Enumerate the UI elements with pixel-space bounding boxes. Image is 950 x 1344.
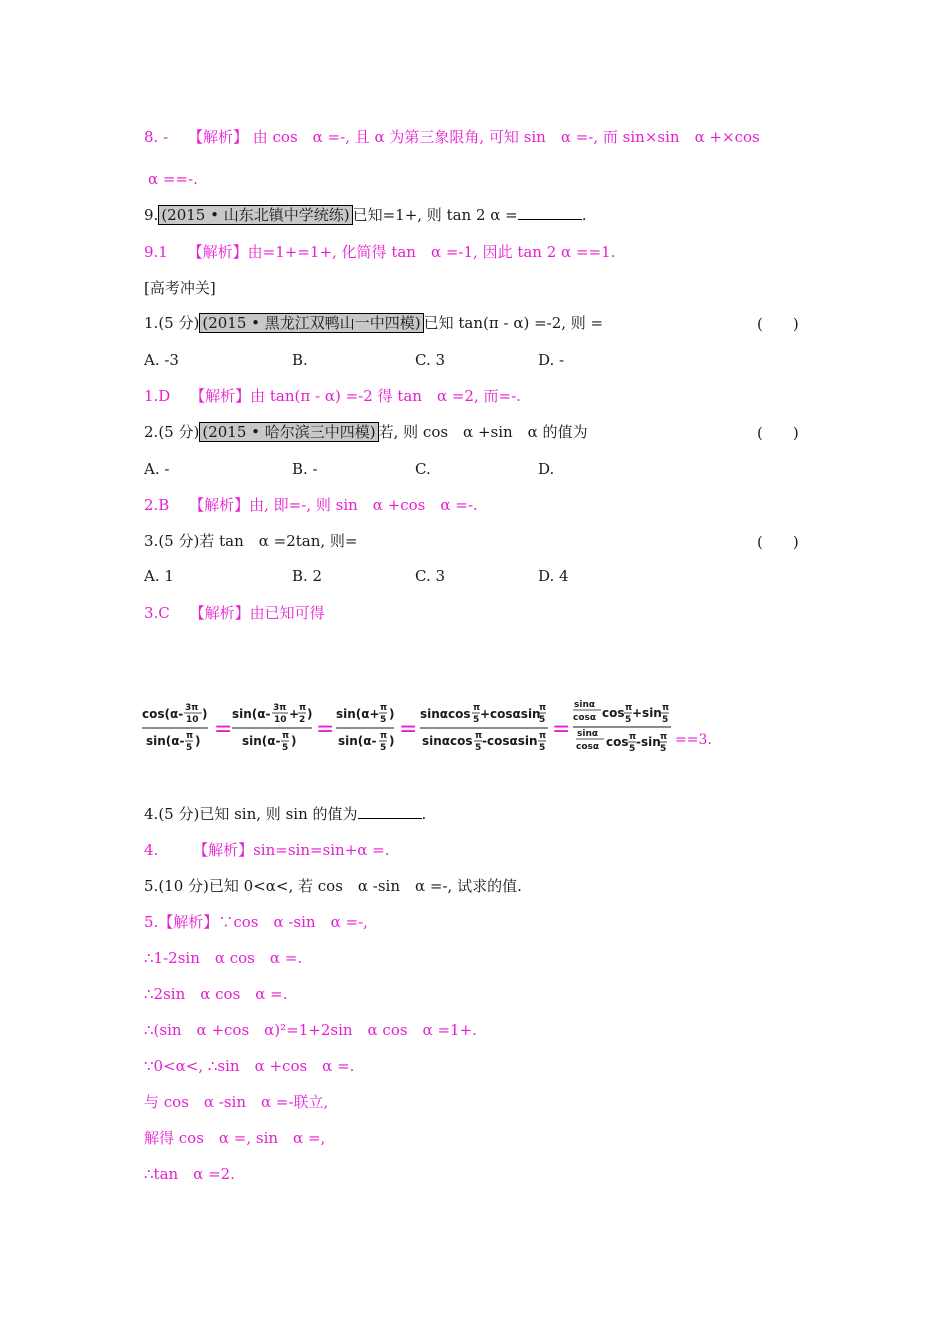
frac4-bot-5b: 5 [539,743,546,753]
h4-answer-num: 4. [144,841,159,859]
h5-answer-line-5: ∵0<α<, ∴sin α +cos α =. [144,1057,355,1075]
frac4-top-5a: 5 [473,715,480,725]
frac4-top-pi2: π [539,703,547,713]
h3-answer-tag: 【解析】 [189,604,250,622]
frac5-top-pi1: π [625,703,633,713]
fraction-2 [232,703,312,753]
q9-source: (2015 • 山东北镇中学统练) [158,205,352,225]
eq-1: = [214,717,233,742]
frac2-bot-den: 5 [282,743,289,753]
h1-paren: ( ) [757,315,799,333]
frac5-bot-c: cos [606,735,629,749]
h5-text: 已知 0<α<, 若 cos α -sin α =-, 试求的值. [208,877,522,895]
h2-answer-num: 2.B [144,496,170,514]
frac2-top-den: 10 [274,715,287,725]
h1-option-d: D. - [538,351,565,369]
q9-answer-tag: 【解析】 [187,243,248,261]
h1-option-b: B. [292,351,308,369]
h5-question [144,876,522,896]
frac5-bot-cos: cosα [576,742,600,752]
frac4-bot-pi2: π [539,731,547,741]
frac2-top-num: 3π [273,703,287,713]
frac4-top-b: +cosαsin [480,707,541,721]
h5-answer-line-8: ∴tan α =2. [144,1165,235,1183]
h3-option-a: A. 1 [144,567,174,585]
h1-num: 1. [144,314,159,332]
h5-answer-line-7: 解得 cos α =, sin α =, [144,1129,326,1147]
h2-answer-text: 由, 即=-, 则 sin α +cos α =-. [249,496,478,514]
svg-text:): ) [291,734,297,748]
frac4-top-a: sinαcos [420,707,471,721]
h3-option-b: B. 2 [292,567,323,585]
h1-score: (5 分) [158,314,200,332]
q8-answer-num: 8. [144,128,159,146]
h5-num: 5. [144,877,159,895]
frac2-pi: π [299,703,307,713]
frac2-top-text: sin(α- [232,707,271,721]
fraction-5 [573,700,671,754]
h3-score: (5 分) [158,532,200,550]
q8-answer-value: - [163,128,169,146]
h5-score: (10 分) [158,877,209,895]
frac3-bot-num: π [380,731,388,741]
formula-result: ==3. [675,732,712,748]
q8-answer-text: 由 cos α =-, 且 α 为第三象限角, 可知 sin α =-, 而 sin×sin α +×cos [252,128,760,146]
frac4-bot-pi1: π [475,731,483,741]
frac5-bot-5a: 5 [629,744,636,754]
frac1-bot-text: sin(α- [146,734,185,748]
h5-answer-line-2: ∴1-2sin α cos α =. [144,949,303,967]
frac5-top-c: cos [602,706,625,720]
h4-text: 已知 sin, 则 sin 的值为 [199,805,358,823]
frac5-top-5b: 5 [662,715,669,725]
q9-answer-num: 9.1 [144,243,168,261]
svg-text:): ) [389,734,395,748]
h3-formula [140,698,760,758]
h2-answer [144,495,478,515]
h3-paren: ( ) [757,533,799,551]
h2-option-a: A. - [144,460,170,478]
h1-source: (2015 • 黑龙江双鸭山一中四模) [199,313,423,333]
frac5-bot-sin: sinα [577,729,599,739]
frac4-bot-b: -cosαsin [482,734,538,748]
frac5-top-d: +sin [632,706,662,720]
frac1-bot-den: 5 [186,743,193,753]
frac5-bot-5b: 5 [660,744,667,754]
h2-option-b: B. - [292,460,318,478]
h1-text: 已知 tan(π - α) =-2, 则 = [423,314,604,332]
h3-answer [144,603,325,623]
q9-text: 已知=1+, 则 tan 2 α = [352,206,518,224]
h3-answer-num: 3.C [144,604,170,622]
svg-text:): ) [389,707,395,721]
h2-text: 若, 则 cos α +sin α 的值为 [378,423,588,441]
frac1-top-text: cos(α- [142,707,184,721]
frac5-bot-pi2: π [660,732,668,742]
frac1-top-den: 10 [186,715,199,725]
svg-text:): ) [195,734,201,748]
h1-answer-num: 1.D [144,387,171,405]
frac1-top-num: 3π [185,703,199,713]
frac2-bot-num: π [282,731,290,741]
h4-end: . [421,805,427,823]
eq-4: = [552,717,571,742]
h4-score: (5 分) [158,805,200,823]
h4-question [144,804,426,824]
frac5-bot-d: -sin [636,735,661,749]
h3-num: 3. [144,532,159,550]
q9-question [144,205,587,225]
h2-option-d: D. [538,460,555,478]
q9-num: 9. [144,206,159,224]
formula-svg [140,698,760,758]
section-title: [高考冲关] [144,279,216,297]
svg-text:): ) [307,707,313,721]
frac4-top-pi1: π [473,703,481,713]
frac3-top-num: π [380,703,388,713]
h3-text: 若 tan α =2tan, 则= [199,532,358,550]
h1-answer [144,386,521,406]
h5-answer-tag: 5.【解析】 [144,913,219,931]
frac4-top-5b: 5 [539,715,546,725]
frac1-bot-num: π [186,731,194,741]
h1-question [144,313,603,333]
frac5-top-pi2: π [662,703,670,713]
frac5-bot-pi1: π [629,732,637,742]
h4-answer [144,840,390,860]
frac2-bot-text: sin(α- [242,734,281,748]
frac4-bot-5a: 5 [475,743,482,753]
h2-answer-tag: 【解析】 [189,496,250,514]
frac5-top-sin: sinα [574,700,596,710]
h5-answer-line-6: 与 cos α -sin α =-联立, [144,1093,329,1111]
h2-score: (5 分) [158,423,200,441]
h3-option-c: C. 3 [415,567,446,585]
fraction-1 [142,703,208,753]
h2-question [144,422,588,442]
h1-answer-text: 由 tan(π - α) =-2 得 tan α =2, 而=-. [250,387,521,405]
h4-num: 4. [144,805,159,823]
h4-answer-text: sin=sin=sin+α =. [253,841,390,859]
eq-2: = [316,717,335,742]
frac3-top-den: 5 [380,715,387,725]
h3-option-d: D. 4 [538,567,569,585]
q9-answer [144,242,615,262]
h5-answer-line-3: ∴2sin α cos α =. [144,985,288,1003]
q9-blank [518,205,582,220]
h2-paren: ( ) [757,424,799,442]
eq-3: = [399,717,418,742]
frac3-bot-den: 5 [380,743,387,753]
h1-option-a: A. -3 [144,351,179,369]
q8-answer [144,127,760,147]
svg-text:): ) [202,707,208,721]
frac3-bot-text: sin(α- [338,734,377,748]
frac5-top-cos: cosα [573,713,597,723]
frac5-top-5a: 5 [625,715,632,725]
q8-answer-cont: α ==-. [148,170,198,188]
fraction-4 [420,703,548,753]
frac3-top-text: sin(α+ [336,707,380,721]
frac2-plus: + [289,707,300,721]
q8-answer-tag: 【解析】 [187,128,248,146]
frac2-two: 2 [299,715,306,725]
h4-blank [358,804,422,819]
h1-option-c: C. 3 [415,351,446,369]
fraction-3 [336,703,394,753]
q9-end: . [581,206,587,224]
h4-answer-tag: 【解析】 [193,841,254,859]
h5-answer-head [144,912,368,932]
h2-num: 2. [144,423,159,441]
h5-answer-line-4: ∴(sin α +cos α)²=1+2sin α cos α =1+. [144,1021,477,1039]
h3-question [144,531,358,551]
h2-option-c: C. [415,460,431,478]
h3-answer-text: 由已知可得 [249,604,325,622]
h2-source: (2015 • 哈尔滨三中四模) [199,422,378,442]
h5-answer-line-1: ∵cos α -sin α =-, [218,913,368,931]
q9-answer-text: 由=1+=1+, 化简得 tan α =-1, 因此 tan 2 α ==1. [247,243,616,261]
frac4-bot-a: sinαcos [422,734,473,748]
h1-answer-tag: 【解析】 [190,387,251,405]
